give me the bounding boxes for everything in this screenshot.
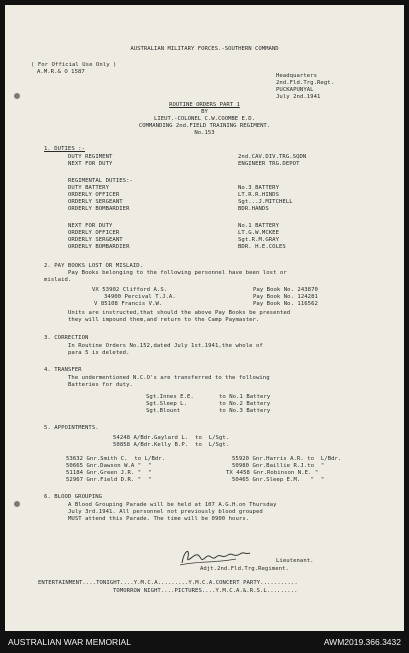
duty-row-label: ORDERLY BOMBARDIER <box>68 206 130 212</box>
duty-row-label: DUTY BATTERY <box>68 185 110 191</box>
section-grouping-heading: 6. BLOOD GROUPING <box>44 494 103 500</box>
grouping-text-cont: July 3rd.1941. All personnel not previously blood grouped <box>68 509 263 515</box>
section-appointments-heading: 5. APPOINTMENTS. <box>44 425 99 431</box>
appointment-row: 50980 Gnr.Baillie R.J.to " <box>232 463 325 469</box>
grouping-text: A Blood Grouping Parade will be held at 107 A.G.H.on Thursday <box>68 502 277 508</box>
transfer-destination: to No.3 Battery <box>219 408 271 414</box>
regimental-duties-heading: REGIMENTAL DUTIES:- <box>68 178 133 184</box>
next-for-duty-value: ENGINEER TRG.DEPOT <box>238 161 300 167</box>
paybooks-intro-cont: mislaid. <box>44 277 72 283</box>
paybooks-instruction-cont: they will impound them,and return to the Camp Paymaster. <box>68 317 260 323</box>
appointment-row: 53632 Gnr.Smith C. to L/Bdr. <box>66 456 166 462</box>
duty-row-value: No.3 BATTERY <box>238 185 280 191</box>
duty-row-label: ORDERLY BOMBARDIER <box>68 244 130 250</box>
signatory-role: Adjt.2nd.Fld.Trg.Regiment. <box>200 566 289 572</box>
grouping-text-cont: MUST attend this Parade. The time will be 0900 hours. <box>68 516 250 522</box>
paybooks-intro: Pay Books belonging to the following personnel have been lost or <box>68 270 287 276</box>
appointment-row: 52967 Gnr.Field D.R. " " <box>66 477 152 483</box>
hq-line: Headquarters <box>276 73 318 79</box>
transfer-name: Sgt.Sleep L. <box>146 401 188 407</box>
archive-reference: AWM2019.366.3432 <box>323 637 401 647</box>
hq-date: July 2nd.1941 <box>276 94 321 100</box>
paybook-number: Pay Book No. 124281 <box>253 294 318 300</box>
punch-hole-bottom <box>14 501 20 507</box>
hq-unit: 2nd.Fld.Trg.Regt. <box>276 80 335 86</box>
transfer-destination: to No.2 Battery <box>219 401 271 407</box>
appointment-row: 50665 Gnr.Dawson W.A " " <box>66 463 152 469</box>
signatory-rank: Lieutenant. <box>276 558 314 564</box>
correction-text-cont: para 5 is deleted. <box>68 350 130 356</box>
hq-location: PUCKAPUNYAL <box>276 87 314 93</box>
duty-regiment-value: 2nd.CAV.DIV.TRG.SQDN <box>238 154 307 160</box>
transfer-name: Sgt.Innes E.E. <box>146 394 194 400</box>
appointment-row: 51184 Gnr.Green J.R. " " <box>66 470 152 476</box>
appointment-row: 50858 A/Bdr.Kelly B.P. to L/Sgt. <box>113 442 230 448</box>
commander-name: LIEUT.-COLONEL C.W.COOMBE E.D. <box>153 116 256 122</box>
section-transfer-heading: 4. TRANSFER <box>44 367 82 373</box>
duty-regiment-label: DUTY REGIMENT <box>68 154 113 160</box>
transfer-name: Sgt.Blount <box>146 408 181 414</box>
archive-name: AUSTRALIAN WAR MEMORIAL <box>8 637 131 647</box>
duty-row-value: Sgt.R.M.GRAY <box>238 237 280 243</box>
paybook-number: Pay Book No. 116562 <box>253 301 318 307</box>
entertainment-tomorrow: TOMORROW NIGHT....PICTURES....Y.M.C.A.&.R.S.L......... <box>113 588 298 594</box>
duty-row-value: LT.G.W.MCKEE <box>238 230 280 236</box>
commander-role: COMMANDING 2nd.FIELD TRAINING REGIMENT. <box>138 123 271 129</box>
appointment-row: 50465 Gnr.Sleep E.M. " " <box>232 477 325 483</box>
duty-row-label: ORDERLY OFFICER <box>68 230 120 236</box>
duty-row-value: Sgt...J.MITCHELL <box>238 199 293 205</box>
punch-hole-top <box>14 93 20 99</box>
duty-row-value: BDR. H.E.COLES <box>238 244 286 250</box>
appointment-row: TX 4458 Gnr.Robinson N.E. " <box>226 470 319 476</box>
orders-title: ROUTINE ORDERS PART 1 <box>169 102 240 108</box>
duty-row-label: ORDERLY OFFICER <box>68 192 120 198</box>
paybooks-instruction: Units are instructed,that should the above Pay Books be presented <box>68 310 291 316</box>
paybook-person: V 85108 Francis V.W. <box>94 301 163 307</box>
paybook-person: 34900 Percival T.J.A. <box>104 294 176 300</box>
paybook-number: Pay Book No. 243870 <box>253 287 318 293</box>
duty-row-value: LT.R.R.HINDS <box>238 192 280 198</box>
org-heading: AUSTRALIAN MILITARY FORCES.-SOUTHERN COMMAND <box>130 46 279 52</box>
duty-row-value: No.1 BATTERY <box>238 223 280 229</box>
duty-row-label: ORDERLY SERGEANT <box>68 237 123 243</box>
appointment-row: 54248 A/Bdr.Gaylard L. to L/Sgt. <box>113 435 230 441</box>
duty-row-label: NEXT FOR DUTY <box>68 223 113 229</box>
orders-by: BY <box>201 109 208 115</box>
official-use: ( For Official Use Only ) <box>31 62 117 68</box>
transfer-destination: to No.1 Battery <box>219 394 271 400</box>
section-paybooks-heading: 2. PAY BOOKS LOST OR MISLAID. <box>44 263 144 269</box>
appointment-row: 55920 Gnr.Harris A.R. to L/Bdr. <box>232 456 342 462</box>
archive-caption-bar <box>0 631 409 653</box>
reference-number: A.M.R.& O 1587 <box>37 69 85 75</box>
orders-number: No.153 <box>194 130 215 136</box>
transfer-text-cont: Batteries for duty. <box>68 382 133 388</box>
duty-row-label: ORDERLY SERGEANT <box>68 199 123 205</box>
paybook-person: VX 53902 Clifford A.S. <box>92 287 168 293</box>
section-duties-heading: 1. DUTIES :- <box>44 146 86 152</box>
next-for-duty-label: NEXT FOR DUTY <box>68 161 113 167</box>
transfer-text: The undermentioned N.C.O's are transferred to the following <box>68 375 270 381</box>
section-correction-heading: 3. CORRECTION <box>44 335 89 341</box>
correction-text: In Routine Orders No.152,dated July 1st.1941,the whole of <box>68 343 263 349</box>
duty-row-value: BDR.HANDS <box>238 206 269 212</box>
entertainment-tonight: ENTERTAINMENT....TONIGHT....Y.M.C.A.........Y.M.C.A.CONCERT PARTY........... <box>38 580 298 586</box>
